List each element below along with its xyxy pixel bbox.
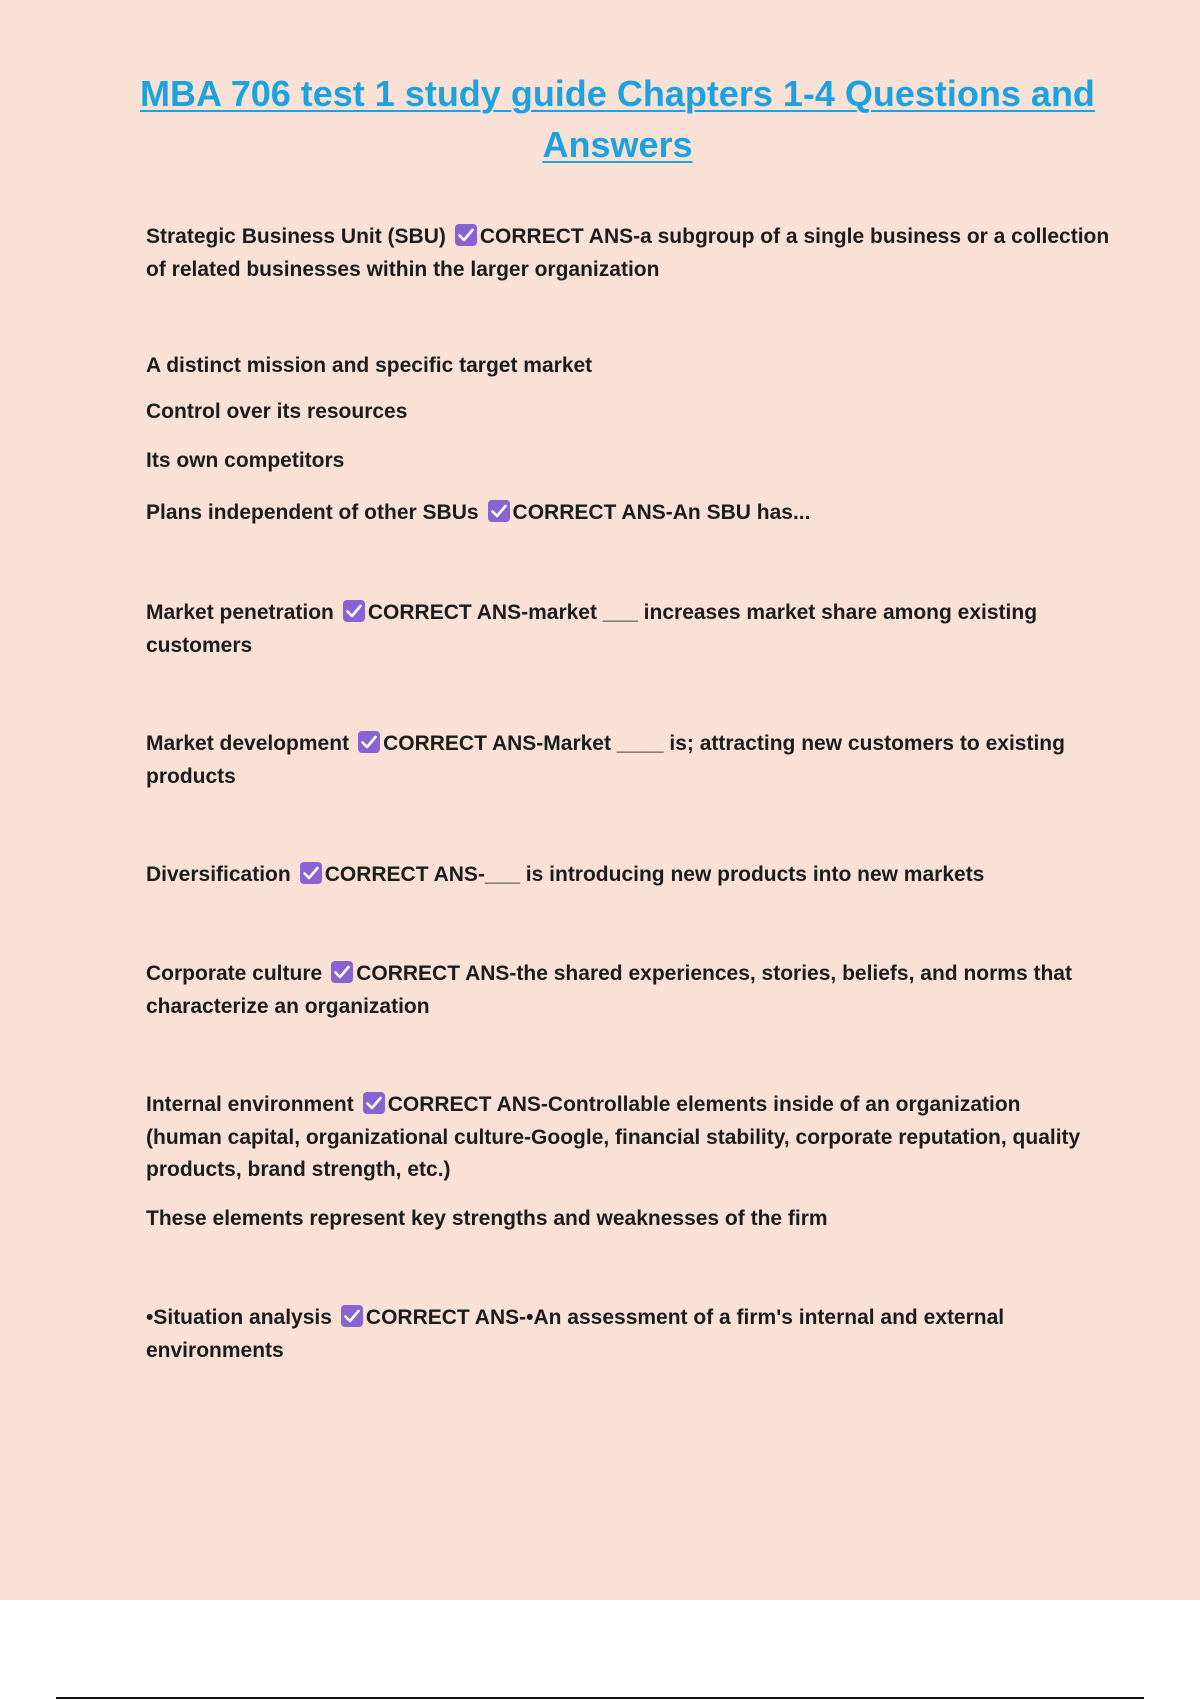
term: Internal environment [146,1093,354,1116]
term: Corporate culture [146,962,323,985]
answer: CORRECT ANS-An SBU has... [512,501,811,524]
answer-note: These elements represent key strengths and weaknesses of the firm [146,1207,828,1230]
checkbox-checked-icon [299,861,323,885]
qa-item [146,1089,1096,1122]
answer-continuation: products, brand strength, etc.) [146,1158,451,1181]
title-line-1[interactable]: MBA 706 test 1 study guide Chapters 1-4 Questions and [140,73,1095,114]
checkbox-checked-icon [340,1304,364,1328]
list-item: Its own competitors [146,449,345,472]
answer-continuation: products [146,764,236,788]
checkbox-checked-icon [362,1091,386,1115]
term: Market penetration [146,601,334,624]
answer: CORRECT ANS-•An assessment of a firm's internal and external [365,1306,1005,1329]
qa-item [146,958,1096,991]
qa-item [146,1302,1096,1335]
document-title[interactable] [130,68,1105,170]
checkbox-checked-icon [487,499,511,523]
answer: CORRECT ANS-the shared experiences, stories, beliefs, and norms that [356,962,1072,985]
qa-item [146,497,1096,530]
title-line-2[interactable]: Answers [542,124,693,165]
term: Plans independent of other SBUs [146,501,479,524]
qa-item [146,859,1096,892]
answer-continuation: of related businesses within the larger organization [146,257,660,281]
qa-item [146,728,1096,761]
answer: CORRECT ANS-a subgroup of a single business or a collection [479,225,1110,248]
checkbox-checked-icon [342,599,366,623]
qa-item [146,221,1110,254]
term: •Situation analysis [146,1306,332,1329]
answer-continuation: customers [146,633,253,657]
list-item: A distinct mission and specific target market [146,354,593,377]
answer-continuation: characterize an organization [146,994,430,1018]
term: Diversification [146,863,291,886]
answer: CORRECT ANS-Controllable elements inside of an organization [387,1093,1021,1116]
answer-continuation: environments [146,1338,284,1362]
term: Strategic Business Unit (SBU) [146,225,446,248]
checkbox-checked-icon [454,223,478,247]
answer: CORRECT ANS-market ___ increases market share among existing [367,601,1038,624]
footer-rule [56,1697,1144,1699]
answer: CORRECT ANS-___ is introducing new products into new markets [324,863,985,886]
list-item: Control over its resources [146,400,408,423]
term: Market development [146,732,350,755]
answer-continuation: (human capital, organizational culture-Google, financial stability, corporate reputation, quality [146,1125,1081,1149]
checkbox-checked-icon [330,960,354,984]
answer: CORRECT ANS-Market ____ is; attracting new customers to existing [383,732,1065,755]
qa-item [146,597,1096,630]
checkbox-checked-icon [357,730,381,754]
